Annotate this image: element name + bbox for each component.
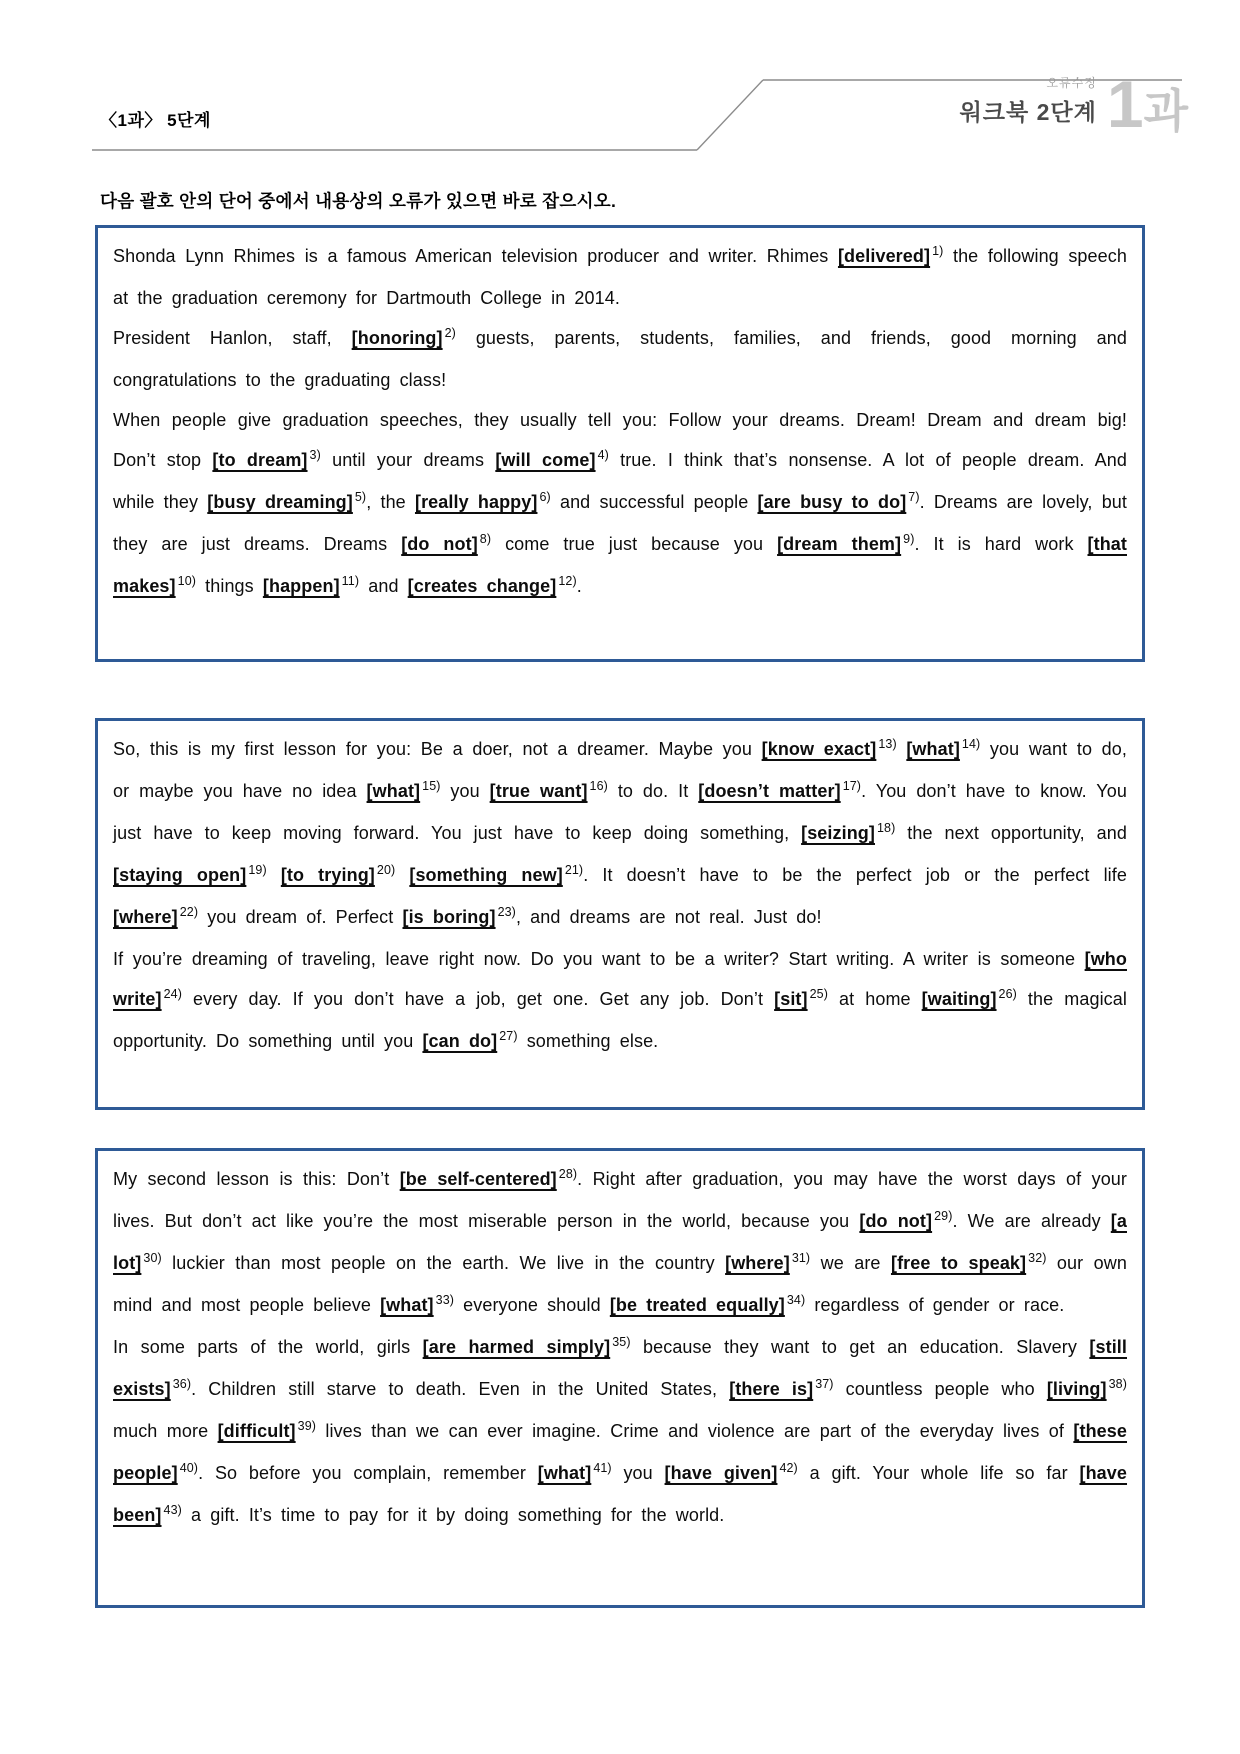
passage-text: guests, parents, students, families, and friends, good morning and congratulations to the graduating class! [113, 328, 1127, 390]
page-section-title: 〈1과〉 5단계 [100, 111, 211, 130]
chapter-number-suffix: 과 [1143, 84, 1188, 137]
term-number: 15) [422, 779, 441, 793]
bracketed-term: [free to speak] [890, 1253, 1027, 1273]
bracketed-term: [a lot] [113, 1211, 1127, 1273]
passage-text: If you’re dreaming of traveling, leave right now. Do you want to be a writer? Start writing. A writer is someone [113, 949, 1085, 969]
term-number: 37) [815, 1377, 834, 1391]
term-number: 11) [341, 574, 360, 588]
header-right-block [959, 66, 1188, 141]
passage-text: . Right after graduation, you may have the worst days of your lives. But don’t act like you’re the most miserable person in the world, because you [113, 1169, 1128, 1231]
passage-text: My second lesson is this: Don’t [113, 1169, 400, 1189]
bracketed-term: [difficult] [217, 1421, 296, 1441]
passage-text: our own mind and most people believe [113, 1253, 1127, 1315]
passage-paragraph [113, 729, 1127, 939]
bracketed-term: [to dream] [212, 450, 308, 470]
term-number: 43) [163, 1503, 182, 1517]
bracketed-term: [sit] [774, 989, 808, 1009]
bracketed-term: [honoring] [351, 328, 443, 348]
term-number: 23) [497, 905, 516, 919]
bracketed-term: [doesn’t matter] [698, 781, 841, 801]
passage-paragraph [113, 318, 1127, 400]
bracketed-term: [is boring] [402, 907, 496, 927]
header-workbook-label: 워크북 2단계 [959, 99, 1097, 125]
bracketed-term: [living] [1046, 1379, 1107, 1399]
passage-text: to do. It [607, 781, 699, 801]
passage-text: much more [113, 1421, 218, 1441]
bracketed-term: [be treated equally] [609, 1295, 785, 1315]
passage-text [897, 739, 907, 759]
term-number: 19) [248, 863, 267, 877]
passage-box-2 [95, 718, 1145, 1110]
term-number: 25) [809, 987, 828, 1001]
term-number: 27) [499, 1029, 518, 1043]
term-number: 17) [842, 779, 862, 793]
passage-text: a gift. It’s time to pay for it by doing something for the world. [181, 1505, 725, 1525]
passage-text: . It is hard work [914, 534, 1088, 554]
term-number: 31) [791, 1251, 811, 1265]
passage-box-3 [95, 1148, 1145, 1608]
passage-paragraph [113, 1327, 1127, 1537]
bracketed-term: [still exists] [113, 1337, 1127, 1399]
term-number: 26) [998, 987, 1017, 1001]
passage-text: things [196, 576, 263, 596]
term-number: 39) [297, 1419, 317, 1433]
passage-text: . So before you complain, remember [198, 1463, 538, 1483]
passage-text: . We are already [952, 1211, 1111, 1231]
bracketed-term: [dream them] [777, 534, 902, 554]
bracketed-term: [do not] [401, 534, 478, 554]
bracketed-term: [are busy to do] [757, 492, 907, 512]
bracketed-term: [have given] [664, 1463, 778, 1483]
passage-text: In some parts of the world, girls [113, 1337, 423, 1357]
bracketed-term: [that makes] [113, 534, 1127, 596]
bracketed-term: [are harmed simply] [422, 1337, 611, 1357]
passage-text: the magical opportunity. Do something until you [113, 989, 1127, 1051]
term-number: 29) [934, 1209, 953, 1223]
term-number: 2) [444, 326, 456, 340]
bracketed-term: [what] [380, 1295, 434, 1315]
term-number: 35) [612, 1335, 631, 1349]
passage-paragraph [113, 400, 1127, 608]
passage-text: and successful people [550, 492, 758, 512]
passage-paragraph [113, 939, 1127, 1063]
passage-text [395, 865, 409, 885]
term-number: 24) [163, 987, 182, 1001]
passage-text: you [611, 1463, 665, 1483]
header-right-text [960, 74, 1097, 132]
bracketed-term: [something new] [409, 865, 563, 885]
passage-text: you [440, 781, 490, 801]
passage-text: you want to do, or maybe you have no idea [113, 739, 1127, 801]
term-number: 14) [961, 737, 981, 751]
passage-text: countless people who [833, 1379, 1047, 1399]
passage-text: at home [827, 989, 922, 1009]
passage-text: . [576, 576, 582, 596]
bracketed-term: [waiting] [921, 989, 997, 1009]
passage-text: we are [810, 1253, 891, 1273]
bracketed-term: [will come] [495, 450, 596, 470]
passage-text: luckier than most people on the earth. We live in the country [161, 1253, 726, 1273]
passage-text: . You don’t have to know. You just have to keep moving forward. You just have to keep doing something, [113, 781, 1127, 843]
passage-paragraph [113, 1159, 1127, 1327]
bracketed-term: [to trying] [280, 865, 375, 885]
term-number: 7) [908, 490, 920, 504]
bracketed-term: [where] [725, 1253, 790, 1273]
passage-text: and [359, 576, 408, 596]
term-number: 12) [558, 574, 577, 588]
bracketed-term: [know exact] [761, 739, 877, 759]
bracketed-term: [there is] [729, 1379, 814, 1399]
bracketed-term: [be self-centered] [399, 1169, 557, 1189]
bracketed-term: [where] [113, 907, 178, 927]
term-number: 6) [539, 490, 551, 504]
passage-text: . It doesn’t have to be the perfect job or the perfect life [583, 865, 1127, 885]
passage-text: President Hanlon, staff, [113, 328, 352, 348]
term-number: 18) [877, 821, 896, 835]
passage-text: everyone should [454, 1295, 610, 1315]
term-number: 8) [479, 532, 492, 546]
passage-text: because they want to get an education. Slavery [630, 1337, 1090, 1357]
passage-text: a gift. Your whole life so far [797, 1463, 1080, 1483]
passage-text: something else. [517, 1031, 659, 1051]
passage-text: come true just because you [491, 534, 778, 554]
term-number: 28) [558, 1167, 578, 1181]
passage-text: true. I think that’s nonsense. A lot of people dream. And while they [113, 450, 1127, 512]
bracketed-term: [creates change] [407, 576, 557, 596]
term-number: 22) [179, 905, 199, 919]
bracketed-term: [really happy] [414, 492, 538, 512]
header-chapter-number [1106, 66, 1188, 141]
passage-text: every day. If you don’t have a job, get one. Get any job. Don’t [181, 989, 775, 1009]
bracketed-term: [delivered] [837, 246, 931, 266]
passage-text: the next opportunity, and [895, 823, 1127, 843]
bracketed-term: [what] [366, 781, 421, 801]
term-number: 36) [172, 1377, 192, 1391]
passage-paragraph [113, 236, 1127, 318]
chapter-number-digit: 1 [1106, 66, 1144, 141]
term-number: 5) [354, 490, 367, 504]
passage-text: . Dreams are lovely, but they are just dreams. Dreams [113, 492, 1128, 554]
term-number: 33) [435, 1293, 455, 1307]
term-number: 38) [1108, 1377, 1127, 1391]
passage-text: the following speech at the graduation ceremony for Dartmouth College in 2014. [113, 246, 1127, 308]
passage-text: , the [366, 492, 415, 512]
term-number: 3) [309, 448, 321, 462]
passage-text: When people give graduation speeches, they usually tell you: Follow your dreams. Dream! Dream and dream big! Don’t stop [113, 410, 1127, 470]
passage-text: . Children still starve to death. Even in the United States, [191, 1379, 730, 1399]
term-number: 20) [376, 863, 396, 877]
bracketed-term: [what] [906, 739, 960, 759]
passage-text [267, 865, 281, 885]
term-number: 34) [786, 1293, 806, 1307]
bracketed-term: [can do] [422, 1031, 498, 1051]
passage-text: until your dreams [320, 450, 496, 470]
passage-text: Shonda Lynn Rhimes is a famous American television producer and writer. Rhimes [113, 246, 838, 266]
term-number: 40) [179, 1461, 199, 1475]
term-number: 10) [177, 574, 197, 588]
term-number: 30) [143, 1251, 162, 1265]
bracketed-term: [these people] [113, 1421, 1128, 1483]
header-category-label: 오류수정 [1046, 76, 1097, 90]
passage-text: So, this is my first lesson for you: Be a doer, not a dreamer. Maybe you [113, 739, 762, 759]
term-number: 1) [932, 244, 944, 258]
bracketed-term: [busy dreaming] [207, 492, 353, 512]
bracketed-term: [happen] [262, 576, 340, 596]
term-number: 32) [1028, 1251, 1047, 1265]
passage-text: , and dreams are not real. Just do! [515, 907, 822, 927]
passage-text: you dream of. Perfect [198, 907, 403, 927]
bracketed-term: [true want] [489, 781, 588, 801]
term-number: 41) [593, 1461, 612, 1475]
passage-box-1 [95, 225, 1145, 662]
bracketed-term: [do not] [859, 1211, 933, 1231]
instruction-text: 다음 괄호 안의 단어 중에서 내용상의 오류가 있으면 바로 잡으시오. [100, 191, 617, 211]
passage-text: regardless of gender or race. [805, 1295, 1065, 1315]
term-number: 9) [903, 532, 915, 546]
term-number: 42) [779, 1461, 798, 1475]
bracketed-term: [who write] [113, 949, 1127, 1009]
bracketed-term: [seizing] [801, 823, 875, 843]
bracketed-term: [staying open] [113, 865, 247, 885]
term-number: 4) [597, 448, 609, 462]
term-number: 21) [564, 863, 584, 877]
bracketed-term: [what] [537, 1463, 592, 1483]
term-number: 13) [878, 737, 897, 751]
term-number: 16) [589, 779, 608, 793]
bracketed-term: [have been] [113, 1463, 1128, 1525]
passage-text: lives than we can ever imagine. Crime and violence are part of the everyday lives of [316, 1421, 1074, 1441]
